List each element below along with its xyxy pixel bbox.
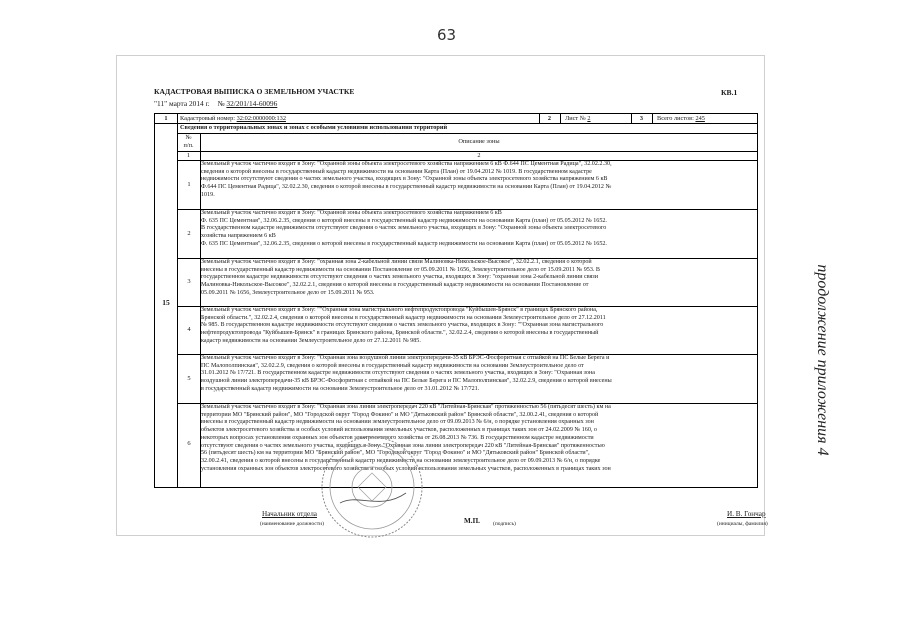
desc-line: 32.00.2.41, сведения о которой внесены в государственный кадастр недвижимости на основании землеустроительное дело от 09.09.2013 № 6/н, о порядке	[201, 457, 601, 464]
sheet-number: 2	[587, 115, 591, 122]
total-sheets: 245	[695, 115, 705, 122]
desc-line: хозяйства напряжением 6 кВ	[201, 233, 276, 240]
desc-line: отсутствуют сведения о частях земельного участка, входящих в Зону: "Охранная зона линии электропередач 220 кВ "Литейная-Брянская" протяженностью	[201, 442, 605, 449]
zone-description	[201, 259, 754, 305]
row-number: 1	[187, 181, 191, 188]
zones-table	[154, 113, 758, 488]
desc-line: Ф. 635 ПС Цементная", 32.06.2.35, сведения о которой внесены в государственный кадастр недвижимости на основании Карта (план) от 05.05.2012 № 1652.	[201, 240, 607, 247]
desc-line: Земельный участок частично входит в Зону: "Охранная зона воздушной линии электропередачи-35 кВ БРЭС-Фосфоритная с отпайкой на ПС Белые Берега и	[201, 355, 610, 361]
desc-line: некоторых вопросах установления охранных зон объектов электросетевого хозяйства от 26.08.2013 № 736. В государственном кадастре недвижимости	[201, 434, 594, 441]
row-number: 4	[187, 326, 191, 333]
zone-description	[201, 210, 754, 257]
desc-line: 31.01.2012 № 17/721. В государственном кадастре недвижимости отсутствуют сведения о частях земельного участка, входящих в Зону: "Охранная зона	[201, 370, 595, 377]
position-caption: (наименование должности)	[260, 521, 324, 527]
signature-caption: (подпись)	[493, 521, 516, 527]
form-code: КВ.1	[721, 88, 738, 97]
desc-line: кадастр недвижимости на основании Землеустроительное дело от 27.12.2011 № 985.	[201, 337, 421, 344]
desc-line: Ф. 635 ПС Цементная", 32.06.2.35, сведения о которой внесены в государственный кадастр недвижимости на основании Карта (план) от 05.05.2012 № 1652.	[201, 217, 607, 224]
col-header-desc: Описание зоны	[458, 138, 500, 145]
desc-line: 1019.	[201, 191, 215, 198]
section-title: Сведения о территориальных зонах и зонах с особыми условиями использования территорий	[180, 124, 448, 131]
desc-line: нефтепродуктопровода "Куйбышев-Брянск" в границах Брянского района, Брянской области.", 32.02.2.4, сведения о которой внесены в государственный	[201, 330, 599, 337]
col-header-no: №	[185, 134, 192, 141]
desc-line: ПС Малополпинская", 32.02.2.9, сведения о которой внесены в государственный кадастр недвижимости на основании Землеустроительное дело от	[201, 362, 584, 369]
info-col2: 2	[547, 115, 552, 122]
total-sheets-cell	[657, 115, 705, 123]
desc-line: воздушной линии электропередачи-35 кВ БРЭС-Фосфоритная с отпайкой на ПС Белые Берега и ПС Малополпинская", 32.02.2.9, сведения о которой внесены	[201, 378, 612, 385]
desc-line: № 985. В государственном кадастре недвижимости отсутствуют сведения о частях земельного участка, входящих в Зону: ""Охранная зона магистрального	[201, 322, 604, 329]
cadastral-number-cell	[180, 115, 286, 123]
row-number: 3	[187, 278, 191, 285]
line-col1	[177, 114, 178, 487]
sheet-cell	[565, 115, 591, 123]
side-note: продолжение приложения 4	[814, 264, 831, 456]
desc-line: объектов электросетевого хозяйства и особых условий использования земельных участков, расположенных в границах таких зон от 24.02.2009 № 160, о	[201, 427, 597, 434]
zone-description	[201, 404, 754, 486]
desc-line: Земельный участок частично входит в Зону: "Охранная зона линии электропередач 220 кВ "Литейная-Брянская" протяженностью 56 (пятьдесят шесть) км на	[201, 404, 611, 410]
total-label: Всего листов:	[657, 115, 694, 122]
col-index-2: 2	[477, 152, 481, 159]
line-info-sheet	[560, 114, 561, 123]
cadastral-label: Кадастровый номер:	[180, 115, 236, 122]
col-header-no2: п/п.	[183, 142, 194, 149]
row-number: 5	[187, 375, 191, 382]
col-index-1: 1	[186, 152, 191, 159]
desc-line: внесены в государственный кадастр недвижимости на основании Постановление от 05.09.2011 № 1656, Землеустроительное дело от 15.09.2011 № 953. В	[201, 266, 600, 273]
signer-position: Начальник отдела	[262, 510, 317, 518]
stamp-place-mark: М.П.	[464, 517, 480, 525]
desc-line: 56 (пятьдесят шесть) км на территории МО "Брянский район", МО "Городской округ "Город Фокино" и МО "Дятьковский район" Брянской области",	[201, 450, 590, 457]
line-section-title-bottom	[177, 133, 757, 134]
desc-line: 05.09.2011 № 1656, Землеустроительное дело от 15.09.2011 № 953.	[201, 289, 375, 296]
desc-line: установления охранных зон объектов электросетевого хозяйства и особых условий использования земельных участков, расположенных в границах таких зон	[201, 465, 611, 472]
section-number: 15	[162, 298, 170, 307]
number-label: №	[217, 99, 225, 108]
date-text: "11" марта 2014 г.	[154, 99, 210, 108]
row-number: 6	[187, 440, 191, 447]
desc-line: В государственном кадастре недвижимости отсутствуют сведения о частях земельного участка, входящих в Зону: "Охранной зоны объекта электросетевого	[201, 225, 607, 232]
desc-line: сведения о которой внесены в государственный кадастр недвижимости на основании Карта (План) от 19.04.2012 № 1019. В государственном кадастре	[201, 168, 592, 175]
desc-line: в государственный кадастр недвижимости на основании Землеустроительное дело от 31.01.2012 № 17/721.	[201, 385, 480, 392]
line-info-total	[652, 114, 653, 123]
desc-line: Земельный участок частично входит в Зону: ""Охранная зона магистрального нефтепродуктопровода "Куйбышев-Брянск" в границах Брянского района,	[201, 307, 598, 313]
document-date	[154, 99, 277, 108]
info-col1: 1	[164, 115, 168, 122]
document-number: 32/201/14-60096	[226, 99, 278, 108]
zone-description	[201, 161, 754, 208]
info-col3: 3	[639, 115, 644, 122]
zone-description	[201, 307, 754, 353]
desc-line: государственном кадастре недвижимости отсутствуют сведения о частях земельного участка, входящих в Зону: "охранная зона 2-кабельной линии связи	[201, 274, 598, 281]
signer-name: И. В. Гончар	[727, 510, 766, 518]
desc-line: недвижимости отсутствуют сведения о частях земельного участка, входящих в Зону: "Охранной зоны объекта электросетевого хозяйства напряжением 6 кВ	[201, 176, 608, 183]
desc-line: Малиновка-Никольское-Высокое", 32.02.2.1, сведения о которой внесены в государственный кадастр недвижимости на основании Постановление от	[201, 282, 589, 289]
document-title: КАДАСТРОВАЯ ВЫПИСКА О ЗЕМЕЛЬНОМ УЧАСТКЕ	[154, 87, 355, 96]
desc-line: Брянской области.", 32.02.2.4, сведения о которой внесены в государственный кадастр недвижимости на основании Землеустроительное дело от 27.12.2011	[201, 314, 606, 321]
desc-line: внесены в государственный кадастр недвижимости на основании землеустроительное дело от 09.09.2013 № 6/н, о порядке установления охранных зон	[201, 419, 594, 426]
desc-line: Ф.644 ПС Цементная Радица", 32.02.2.30, сведения о которой внесены в государственный кадастр недвижимости на основании Карта (План) от 19.04.2012 №	[201, 184, 612, 191]
desc-line: Земельный участок частично входит в Зону: "Охранной зоны объекта электросетевого хозяйства напряжением 6 кВ Ф.644 ПС Цементная Радица", 32.02.2.30,	[201, 161, 612, 167]
zone-description	[201, 355, 754, 402]
desc-line: территории МО "Брянский район", МО "Городской округ "Город Фокино" и МО "Дятьковский район" Брянской области", 32.00.2.41, сведения о которой	[201, 411, 599, 418]
official-stamp-icon	[318, 433, 426, 541]
cadastral-number: 32:02:0000000:132	[236, 115, 286, 122]
page-number: 63	[437, 26, 457, 44]
name-caption: (инициалы, фамилия)	[717, 521, 768, 527]
row-number: 2	[187, 230, 191, 237]
desc-line: Земельный участок частично входит в Зону: "охранная зона 2-кабельной линии связи Малиновка-Никольское-Высокое", 32.02.2.1, сведения о которой	[201, 259, 592, 265]
desc-line: Земельный участок частично входит в Зону: "Охранной зоны объекта электросетевого хозяйства напряжением 6 кВ	[201, 210, 502, 216]
sheet-label: Лист №	[565, 115, 586, 122]
